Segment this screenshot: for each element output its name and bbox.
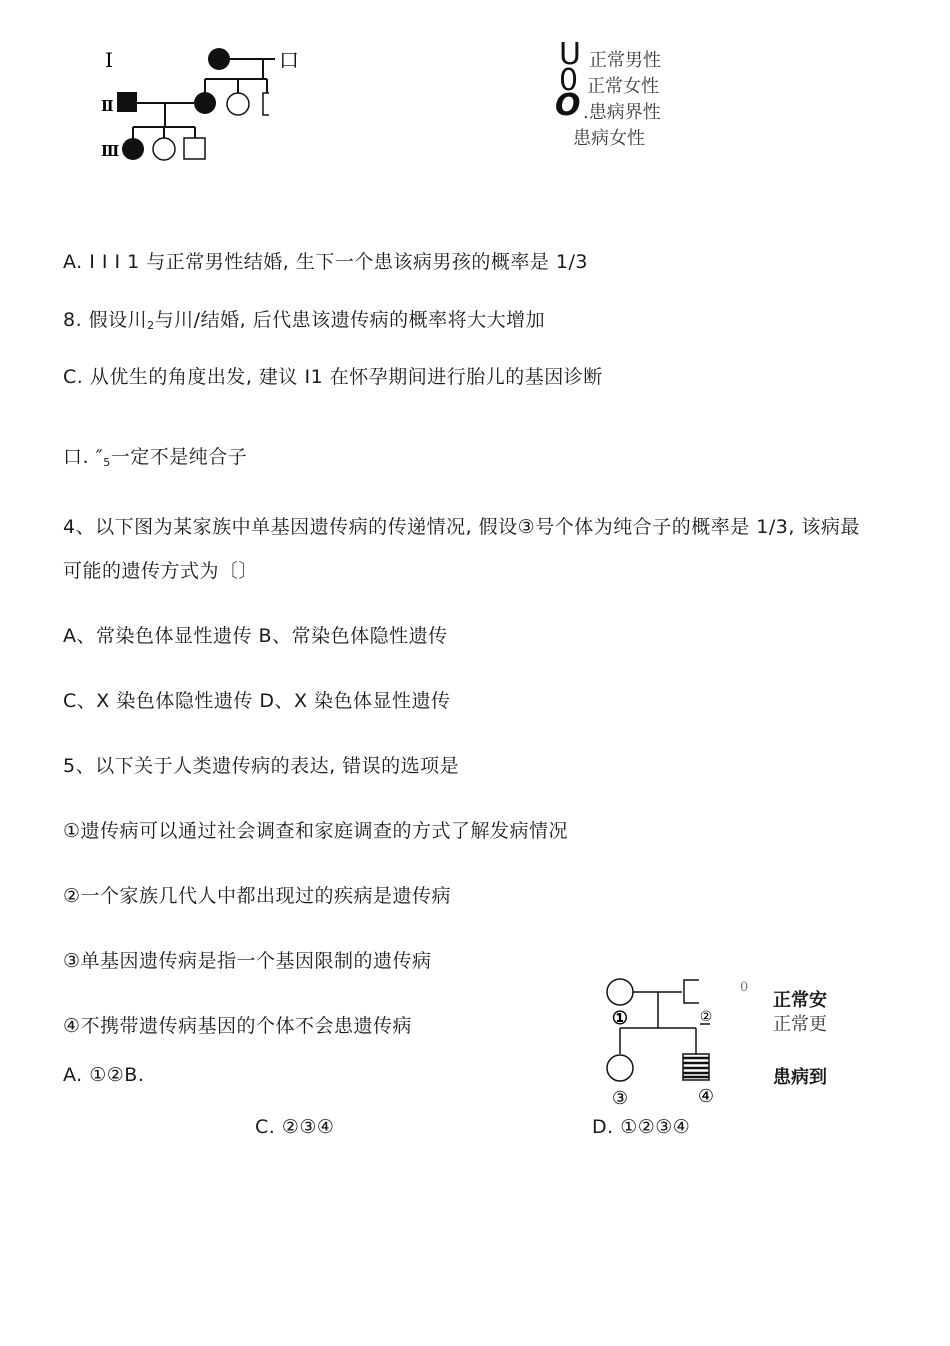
legend-2-symbol: 0: [740, 980, 749, 995]
q3-option-c: C. 从优生的角度出发, 建议 I1 在怀孕期间进行胎儿的基因诊断: [63, 366, 603, 388]
legend-label-affected-male: .患病界性: [583, 102, 661, 123]
q4-options-ab: A、常染色体显性遗传 B、常染色体隐性遗传: [63, 625, 448, 647]
q3-option-d-sub: 5: [103, 456, 111, 469]
legend-2-label-normal-female: 正常更: [773, 1014, 827, 1035]
legend-normal-male-symbol: U: [559, 37, 581, 72]
q3-option-b-post: 与川/结婚, 后代患该遗传病的概率将大大增加: [154, 309, 546, 331]
q5-item-4: ④不携带遗传病基因的个体不会患遗传病: [63, 1015, 413, 1037]
q5-item-3: ③单基因遗传病是指一个基因限制的遗传病: [63, 950, 432, 972]
q5-options-ab: A. ①②B.: [63, 1064, 145, 1086]
generation-label-II: Ⅱ: [101, 97, 114, 115]
individual-number-1: ①: [611, 1008, 629, 1029]
q3-option-b-pre: 8. 假设川: [63, 309, 148, 331]
affected-male-II1: [117, 92, 137, 112]
legend-affected-male-symbol: O: [555, 88, 581, 123]
normal-female-III2: [153, 138, 175, 160]
q4-options-cd: C、X 染色体隐性遗传 D、X 染色体显性遗传: [63, 690, 451, 712]
q5-option-d: D. ①②③④: [592, 1116, 691, 1138]
q3-option-b-sub: 2: [147, 319, 155, 332]
q3-option-d-post: 一定不是纯合子: [110, 446, 248, 468]
legend-2-label-affected: 患病到: [773, 1067, 827, 1088]
affected-male-4: [683, 1054, 709, 1080]
q3-option-b: [63, 305, 545, 332]
normal-female-II3: [227, 93, 249, 115]
legend-2-label-normal-male: 正常安: [773, 990, 827, 1011]
legend-label-normal-male: 正常男性: [589, 50, 661, 71]
individual-number-4: ④: [697, 1086, 715, 1107]
generation-label-III: Ⅲ: [101, 142, 120, 160]
q4-stem-line1: 4、以下图为某家族中单基因遗传病的传递情况, 假设③号个体为纯合子的概率是 1/3, 该病最: [63, 516, 860, 538]
q5-item-2: ②一个家族几代人中都出现过的疾病是遗传病: [63, 885, 452, 907]
q3-option-d: [63, 442, 247, 469]
q3-option-d-pre: 口. ″: [63, 446, 104, 468]
affected-female-II2: [194, 92, 216, 114]
q5-option-c: C. ②③④: [255, 1116, 335, 1138]
individual-number-2: ②: [699, 1009, 713, 1025]
affected-female-III1: [122, 138, 144, 160]
legend-1: [555, 37, 705, 150]
legend-normal-female-symbol: 0: [559, 63, 579, 98]
normal-male-2: [684, 980, 699, 1003]
generation-label-I: I: [105, 48, 113, 72]
individual-number-3: ③: [611, 1088, 629, 1107]
legend-label-normal-female: 正常女性: [587, 76, 659, 97]
normal-male-III3: [184, 138, 205, 159]
pedigree-chart-1: [95, 35, 310, 170]
legend-label-affected-female: 患病女性: [573, 128, 645, 149]
q5-item-1: ①遗传病可以通过社会调查和家庭调查的方式了解发病情况: [63, 820, 569, 842]
q3-option-a: A. I I I 1 与正常男性结婚, 生下一个患该病男孩的概率是 1/3: [63, 251, 588, 273]
normal-female-1: [607, 979, 633, 1005]
q4-stem-line2: 可能的遗传方式为〔〕: [63, 560, 259, 582]
normal-male-II4: [263, 93, 269, 115]
normal-female-3: [607, 1055, 633, 1081]
pedigree-chart-2: [596, 972, 721, 1107]
affected-female-I1: [208, 48, 230, 70]
normal-male-I2: 口: [279, 48, 299, 72]
q5-stem: 5、以下关于人类遗传病的表达, 错误的选项是: [63, 755, 460, 777]
